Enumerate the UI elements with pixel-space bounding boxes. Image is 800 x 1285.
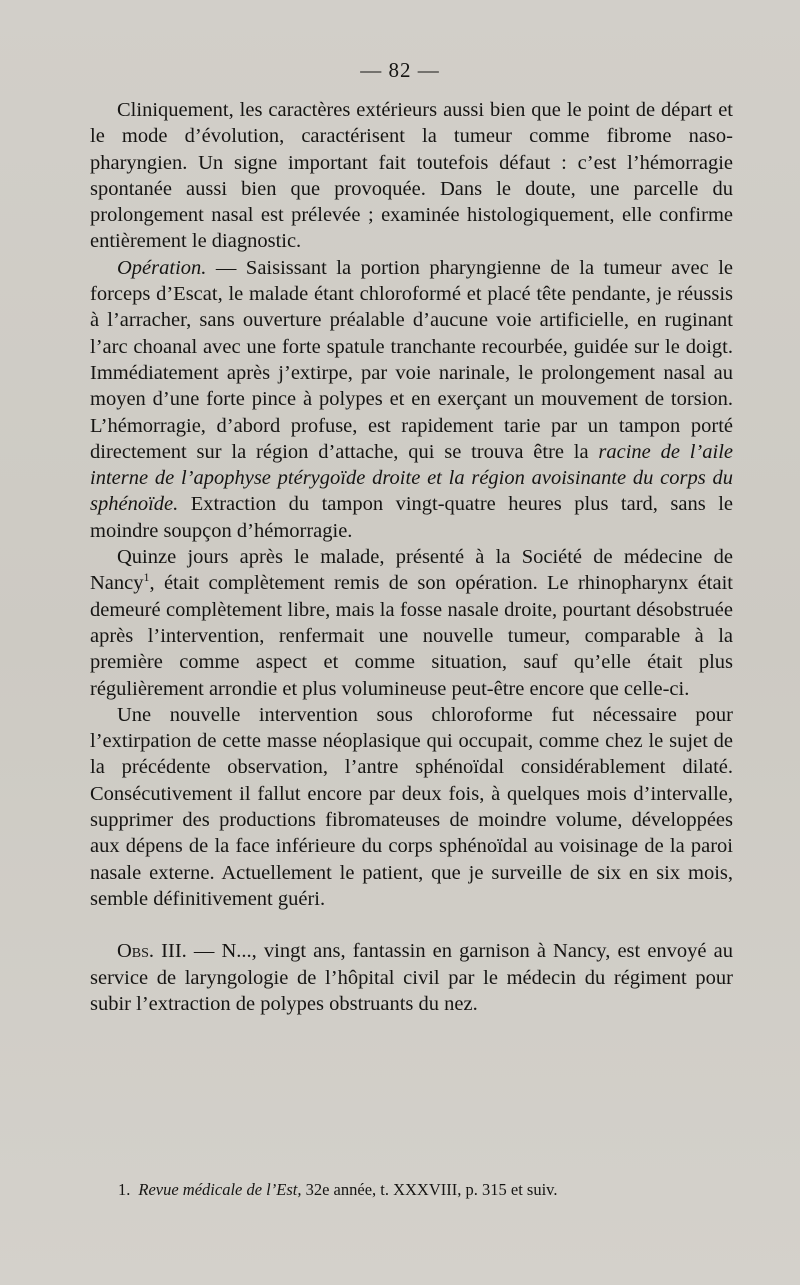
paragraph-clinical-findings: Cliniquement, les caractères extérieurs aussi bien que le point de départ et le mode d’évolution, caractérisent la tumeur comme fibrome naso-pharyngien. Un signe important fait toutefois défaut : c’est l’hémorragie spontanée aussi bien que provoquée. Dans le doute, une parcelle du prolongement nasal est prélevée ; examinée histologiquement, elle confirme entièrement le diagnostic. <box>90 99 733 253</box>
observation-heading: Obs. III. <box>117 940 187 963</box>
footnote <box>118 1179 758 1201</box>
paragraph-follow-up <box>90 544 733 702</box>
operation-text-b: Extraction du tampon vingt-quatre heures plus tard, sans le moindre soupçon d’hémorragie. <box>90 493 733 542</box>
operation-italic-site: racine de l’aile interne de l’apophyse ptérygoïde droite et la région avoisinante du corps du sphénoïde. <box>90 440 733 516</box>
paragraph-observation-three <box>90 938 733 1017</box>
paragraph-operation <box>90 255 733 544</box>
operation-text-a: — Saisissant la portion pharyngienne de la tumeur avec le forceps d’Escat, le malade étant chloroformé et placé tête pendante, je réussis à l’arracher, sans ouverture préalable d’aucune voie artificielle, en ruginant l’arc choanal avec une forte spatule tranchante recourbée, guidée sur le doigt. Immédiatement après j’extirpe, par voie narinale, le prolongement nasal au moyen d’une forte pince à polypes et en exerçant un mouvement de torsion. L’hémorragie, d’abord profuse, est rapidement tarie par un tampon porté directement sur la région d’attache, qui se trouva être la <box>90 256 733 463</box>
footnote-journal: Revue médicale de l’Est, <box>138 1180 302 1199</box>
body-text <box>90 97 733 1017</box>
operation-heading: Opération. <box>117 256 207 279</box>
follow-up-text-b: , était complètement remis de son opération. Le rhinopharynx était demeuré complètement libre, mais la fosse nasale droite, pourtant désobstruée après l’intervention, renfermait une nouvelle tumeur, comparable à la première comme aspect et comme situation, sauf qu’elle était plus régulièrement arrondie et plus volumineuse peut-être encore que celle-ci. <box>90 572 733 700</box>
footnote-reference: 1 <box>143 570 150 585</box>
observation-text: — N..., vingt ans, fantassin en garnison à Nancy, est envoyé au service de laryngologie de l’hôpital civil par le médecin du régiment pour subir l’extraction de polypes obstruants du nez. <box>90 940 733 1015</box>
page-number: — 82 — <box>360 58 440 82</box>
footnote-citation: 32e année, t. XXXVIII, p. 315 et suiv. <box>301 1180 558 1199</box>
follow-up-text-a: Quinze jours après le malade, présenté à la Société de médecine de Nancy <box>90 546 733 595</box>
paragraph-second-intervention: Une nouvelle intervention sous chloroforme fut nécessaire pour l’extirpation de cette masse néoplasique qui occupait, comme chez le sujet de la précédente observation, l’antre sphénoïdal considérablement dilaté. Consécutivement il fallut encore par deux fois, à quelques mois d’intervalle, supprimer des productions fibromateuses de moindre volume, développées aux dépens de la face inférieure du corps sphénoïdal au voisinage de la paroi nasale externe. Actuellement le patient, que je surveille de six en six mois, semble définitivement guéri. <box>90 703 733 910</box>
footnote-number: 1. <box>118 1180 131 1199</box>
